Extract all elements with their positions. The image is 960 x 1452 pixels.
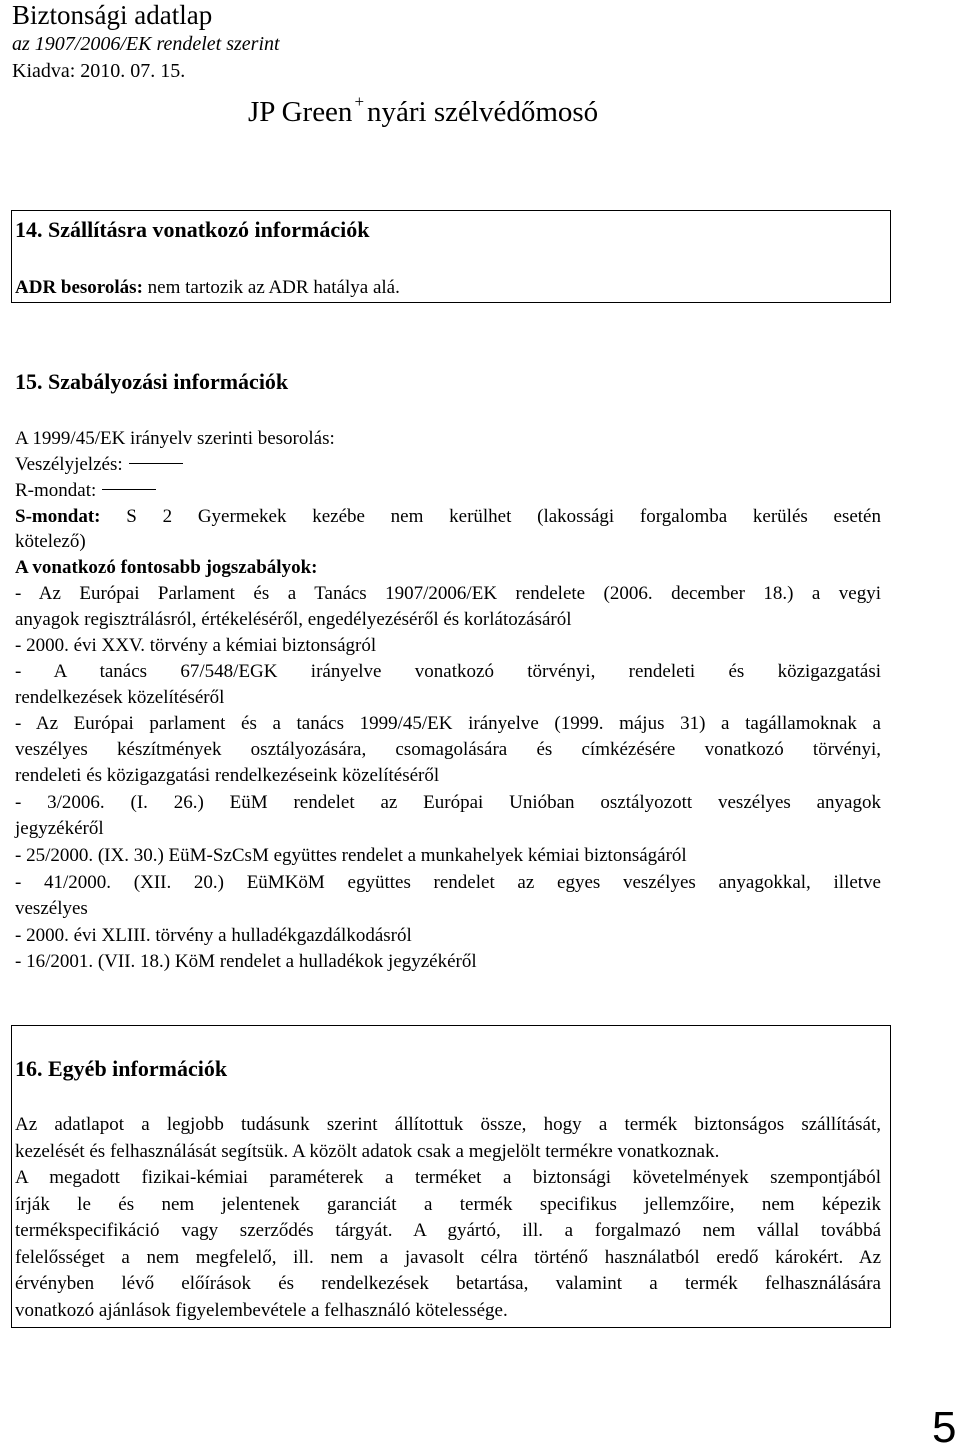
law-line: - A tanács 67/548/EGK irányelve vonatkozó törvényi, rendeleti és közigazgatási [15,661,881,682]
info-line: felelősséget a nem megfelelő, ill. nem a javasolt célra történő használatból eredő károkért. Az [15,1247,881,1268]
law-line: - 3/2006. (I. 26.) EüM rendelet az Európai Unióban osztályozott veszélyes anyagok [15,792,881,813]
document-title: Biztonsági adatlap [12,0,213,30]
section-16-heading [15,1055,227,1083]
section-15-number: 15. [15,369,43,394]
hazard-label-row [15,453,183,477]
info-line: Az adatlapot a legjobb tudásunk szerint állítottuk össze, hogy a termék biztonságos szállítását, [15,1114,881,1135]
info-line: kezelését és felhasználását segítsük. A közölt adatok csak a megjelölt termékre vonatkoznak. [15,1141,720,1162]
hazard-label: Veszélyjelzés: [15,454,123,475]
law-line: - 16/2001. (VII. 18.) KöM rendelet a hulladékok jegyzékéről [15,951,477,972]
section-16-number: 16. [15,1056,43,1081]
page-number: 5 [932,1403,957,1452]
info-line: vonatkozó ajánlások figyelembevétele a felhasználó kötelessége. [15,1300,508,1321]
s-phrase-continuation: kötelező) [15,531,86,552]
hazard-dash [129,463,183,464]
s-phrase-label: S-mondat: [15,506,101,527]
law-line: rendeleti és közigazgatási rendelkezéseink közelítéséről [15,765,440,786]
law-line: veszélyes készítmények osztályozására, csomagolására és címkézésére vonatkozó törvényi, [15,739,881,760]
s-phrase-text: S 2 Gyermekek kezébe nem kerülhet (lakossági forgalomba kerülés esetén [126,506,881,527]
directive-classification: A 1999/45/EK irányelv szerinti besorolás: [15,428,335,449]
s-phrase-line [15,505,881,529]
section-14-title: Szállításra vonatkozó információk [48,217,370,242]
r-phrase-dash [102,489,156,490]
product-name [248,84,598,130]
law-line: jegyzékéről [15,818,104,839]
law-line: rendelkezések közelítéséről [15,687,225,708]
law-line: - 25/2000. (IX. 30.) EüM-SzCsM együttes rendelet a munkahelyek kémiai biztonságáról [15,845,687,866]
info-line: termékspecifikáció vagy szerződés tárgyát. A gyártó, ill. a forgalmazó nem vállal továbbá [15,1220,881,1241]
section-14-number: 14. [15,217,43,242]
law-line: - Az Európai parlament és a tanács 1999/45/EK irányelve (1999. május 31) a tagállamoknak a [15,713,881,734]
product-name-sup: + [354,92,365,111]
adr-classification [15,276,400,300]
law-line: veszélyes [15,898,88,919]
law-line: anyagok regisztrálásról, értékeléséről, engedélyezéséről és korlátozásáról [15,609,572,630]
adr-label: ADR besorolás: [15,277,143,298]
issue-date: Kiadva: 2010. 07. 15. [12,60,186,82]
law-line: - 2000. évi XLIII. törvény a hulladékgazdálkodásról [15,925,412,946]
r-phrase-row [15,479,156,503]
product-name-rest: nyári szélvédőmosó [367,96,599,128]
r-phrase-label: R-mondat: [15,480,97,501]
info-line: A megadott fizikai-kémiai paraméterek a terméket a biztonsági követelmények szempontjából [15,1167,881,1188]
law-line: - Az Európai Parlament és a Tanács 1907/2006/EK rendelete (2006. december 18.) a vegyi [15,583,881,604]
laws-heading: A vonatkozó fontosabb jogszabályok: [15,557,318,578]
info-line: érvényben lévő előírások és rendelkezések betartása, valamint a termék felhasználására [15,1273,881,1294]
regulation-subtitle: az 1907/2006/EK rendelet szerint [12,33,280,55]
section-15-heading [15,368,288,396]
section-15-title: Szabályozási információk [48,369,289,394]
section-14-heading [15,216,369,244]
info-line: írják le és nem jelentenek garanciát a termék specifikus jellemzőire, nem képezik [15,1194,881,1215]
section-16-title: Egyéb információk [48,1056,228,1081]
law-line: - 41/2000. (XII. 20.) EüMKöM együttes rendelet az egyes veszélyes anyagokkal, illetve [15,872,881,893]
adr-value: nem tartozik az ADR hatálya alá. [142,277,400,298]
product-name-main: JP Green [248,96,353,128]
law-line: - 2000. évi XXV. törvény a kémiai biztonságról [15,635,377,656]
